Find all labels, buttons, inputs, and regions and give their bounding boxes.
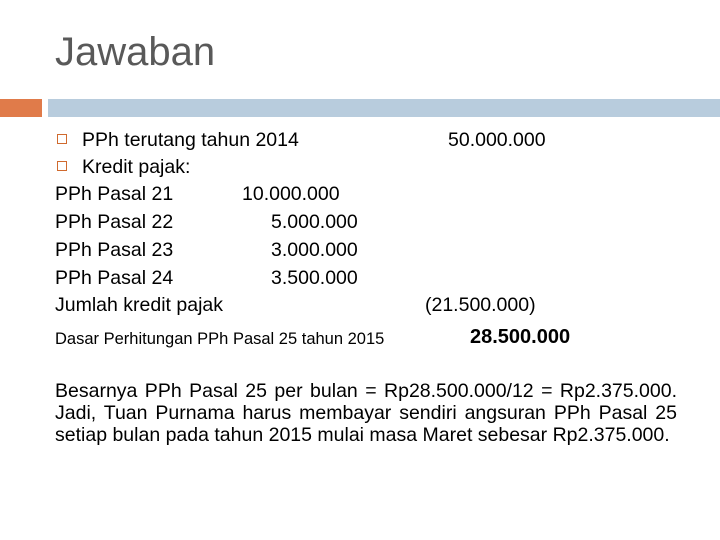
basis-value: 28.500.000 [470, 326, 571, 348]
total-credit-label: Jumlah kredit pajak [55, 294, 223, 316]
checkbox-bullet-icon [57, 161, 67, 171]
credit-value-pasal-21: 10.000.000 [242, 183, 340, 205]
bullet-label-kredit-pajak: Kredit pajak: [82, 156, 191, 178]
basis-label: Dasar Perhitungan PPh Pasal 25 tahun 2015 [55, 330, 385, 348]
credit-value-pasal-24: 3.500.000 [271, 267, 358, 289]
accent-bar-orange [0, 99, 42, 117]
bullet-label-pph-terutang: PPh terutang tahun 2014 [82, 129, 299, 151]
slide-title: Jawaban [55, 30, 216, 74]
credit-label-pasal-24: PPh Pasal 24 [55, 267, 174, 289]
bullet-value-pph-terutang: 50.000.000 [448, 129, 546, 151]
explanation-paragraph: Besarnya PPh Pasal 25 per bulan = Rp28.500.000/12 = Rp2.375.000. Jadi, Tuan Purnama harus membayar sendiri angsuran PPh Pasal 25 setiap bulan pada tahun 2015 mulai masa Maret sebesar Rp2.375.000. [55, 380, 677, 446]
credit-label-pasal-23: PPh Pasal 23 [55, 239, 174, 261]
credit-value-pasal-22: 5.000.000 [271, 211, 358, 233]
credit-value-pasal-23: 3.000.000 [271, 239, 358, 261]
accent-bar-blue [48, 99, 720, 117]
checkbox-bullet-icon [57, 134, 67, 144]
credit-label-pasal-21: PPh Pasal 21 [55, 183, 174, 205]
credit-label-pasal-22: PPh Pasal 22 [55, 211, 174, 233]
total-credit-value: (21.500.000) [425, 294, 536, 316]
